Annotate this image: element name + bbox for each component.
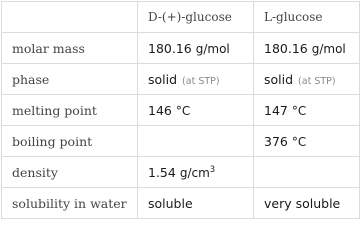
d-molar-mass-value: 180.16 (148, 40, 192, 56)
table-row (2, 95, 360, 126)
row-label-phase: phase (2, 64, 138, 95)
l-phase-value: solid (264, 71, 294, 87)
d-melting-point-unit: °C (175, 103, 191, 118)
d-solubility-cell: soluble (138, 188, 254, 219)
l-density-cell (254, 157, 360, 188)
d-phase-value: solid (148, 71, 178, 87)
header-l-glucose: L-glucose (254, 2, 360, 33)
d-boiling-point-cell (138, 126, 254, 157)
table-row (2, 126, 360, 157)
d-melting-point-cell (138, 95, 254, 126)
d-density-cell (138, 157, 254, 188)
row-label-solubility: solubility in water (2, 188, 138, 219)
l-molar-mass-cell (254, 33, 360, 64)
d-phase-note: (at STP) (182, 75, 220, 87)
header-d-glucose: D-(+)-glucose (138, 2, 254, 33)
l-melting-point-value: 147 (264, 102, 288, 118)
header-blank-cell (2, 2, 138, 33)
l-phase-note: (at STP) (298, 75, 336, 87)
glucose-comparison-table (1, 1, 360, 219)
l-boiling-point-cell (254, 126, 360, 157)
l-molar-mass-value: 180.16 (264, 40, 308, 56)
table-row (2, 157, 360, 188)
l-melting-point-unit: °C (291, 103, 307, 118)
d-molar-mass-cell (138, 33, 254, 64)
l-molar-mass-unit: g/mol (311, 41, 346, 56)
row-label-density: density (2, 157, 138, 188)
header-row (2, 2, 360, 33)
l-boiling-point-unit: °C (291, 134, 307, 149)
d-density-unit: g/cm (179, 165, 210, 180)
table-row (2, 33, 360, 64)
l-solubility-cell: very soluble (254, 188, 360, 219)
row-label-boiling-point: boiling point (2, 126, 138, 157)
l-phase-cell (254, 64, 360, 95)
row-label-melting-point: melting point (2, 95, 138, 126)
d-density-unit-exponent: 3 (209, 164, 216, 175)
d-density-value: 1.54 (148, 164, 176, 180)
d-phase-cell (138, 64, 254, 95)
table-row (2, 188, 360, 219)
l-melting-point-cell (254, 95, 360, 126)
table-row (2, 64, 360, 95)
d-molar-mass-unit: g/mol (195, 41, 230, 56)
l-boiling-point-value: 376 (264, 133, 288, 149)
d-melting-point-value: 146 (148, 102, 172, 118)
row-label-molar-mass: molar mass (2, 33, 138, 64)
